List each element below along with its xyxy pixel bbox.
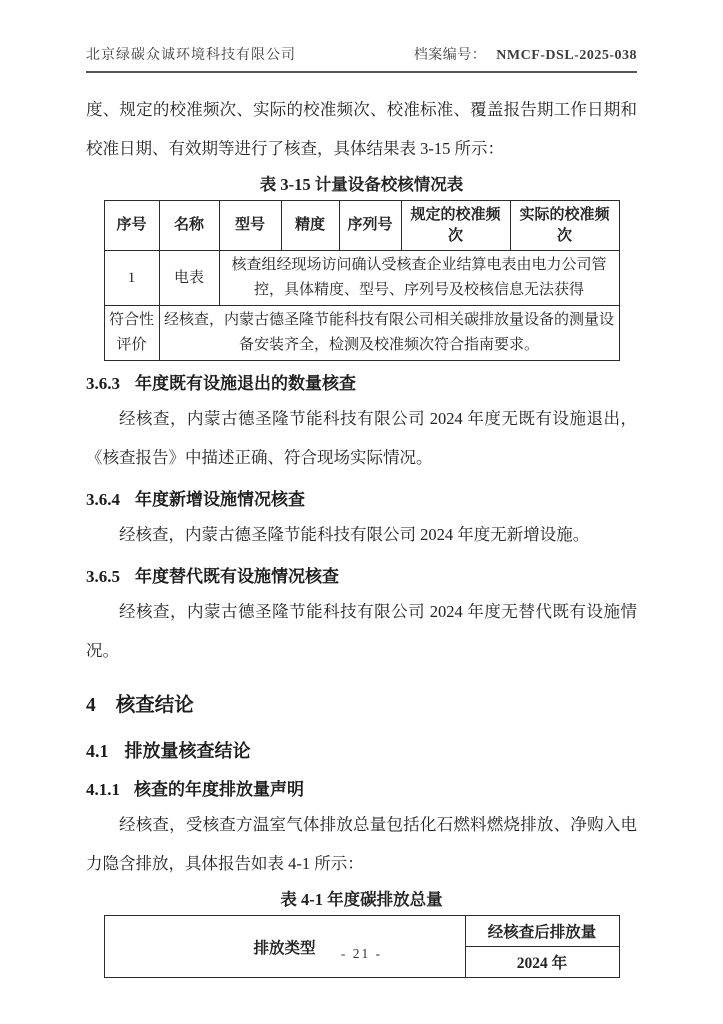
cell-conformity-note: 经核查，内蒙古德圣隆节能科技有限公司相关碳排放量设备的测量设备安装齐全，检测及校准频次符合指南要求。 [159,306,619,361]
heading-4-1-1-number: 4.1.1 [86,780,120,799]
archive-number: NMCF-DSL-2025-038 [496,48,637,63]
heading-3-6-5 [86,565,637,589]
cell-verified-emission-header: 经核查后排放量 [465,916,619,947]
heading-3-6-5-number: 3.6.5 [86,567,120,586]
col-header-name: 名称 [159,201,219,251]
page-number: - 21 - [340,946,383,961]
heading-4-1-number: 4.1 [86,741,109,761]
heading-chapter-4 [86,692,637,720]
heading-3-6-3-number: 3.6.3 [86,374,120,393]
cell-emission-type-header: 排放类型 [104,916,465,978]
heading-3-6-4-title: 年度新增设施情况核查 [135,490,305,509]
header-company-name: 北京绿碳众诚环境科技有限公司 [86,48,296,63]
col-header-actual-frequency: 实际的校准频次 [510,201,619,251]
cell-device-note: 核查组经现场访问确认受核查企业结算电表由电力公司管控，具体精度、型号、序列号及校核信息无法获得 [219,251,619,306]
cell-device-no: 1 [104,251,159,306]
paragraph-3-6-4: 经核查，内蒙古德圣隆节能科技有限公司 2024 年度无新增设施。 [119,525,590,544]
table-3-15 [104,200,620,361]
paragraph-4-1-1: 经核查，受核查方温室气体排放总量包括化石燃料燃烧排放、净购入电力隐含排放，具体报告如表 4-1 所示： [86,815,637,873]
paragraph-3-6-5: 经核查，内蒙古德圣隆节能科技有限公司 2024 年度无替代既有设施情况。 [86,602,637,660]
heading-4-1-1 [86,778,637,802]
heading-3-6-3 [86,372,637,396]
archive-label: 档案编号： [413,48,487,63]
paragraph-calibration-checks: 度、规定的校准频次、实际的校准频次、校准标准、覆盖报告期工作日期和校准日期、有效期等进行了核查，具体结果表 3-15 所示： [86,100,637,158]
heading-3-6-4-number: 3.6.4 [86,490,120,509]
heading-3-6-5-title: 年度替代既有设施情况核查 [135,567,339,586]
col-header-index: 序号 [104,201,159,251]
page-header [86,44,637,73]
cell-conformity-label: 符合性评价 [104,306,159,361]
table-4-1-title: 表 4-1 年度碳排放总量 [280,890,443,909]
table-4-1-row-top [104,916,619,947]
heading-chapter-4-number: 4 [86,695,96,716]
col-header-serial: 序列号 [339,201,401,251]
heading-4-1 [86,738,637,764]
table-3-15-header-row [104,201,619,251]
table-row-conformity [104,306,619,361]
col-header-precision: 精度 [281,201,339,251]
table-3-15-title: 表 3-15 计量设备校核情况表 [259,175,464,194]
cell-year-2024: 2024 年 [465,947,619,978]
heading-chapter-4-title: 核查结论 [115,695,194,716]
col-header-required-frequency: 规定的校准频次 [401,201,510,251]
heading-3-6-3-title: 年度既有设施退出的数量核查 [135,374,356,393]
paragraph-3-6-3: 经核查，内蒙古德圣隆节能科技有限公司 2024 年度无既有设施退出，《核查报告》中描述正确、符合现场实际情况。 [86,409,637,467]
col-header-model: 型号 [219,201,281,251]
header-archive [414,44,637,64]
heading-4-1-title: 排放量核查结论 [124,741,251,761]
heading-3-6-4 [86,488,637,512]
heading-4-1-1-title: 核查的年度排放量声明 [134,780,304,799]
table-row-electric-meter [104,251,619,306]
cell-device-name: 电表 [159,251,219,306]
